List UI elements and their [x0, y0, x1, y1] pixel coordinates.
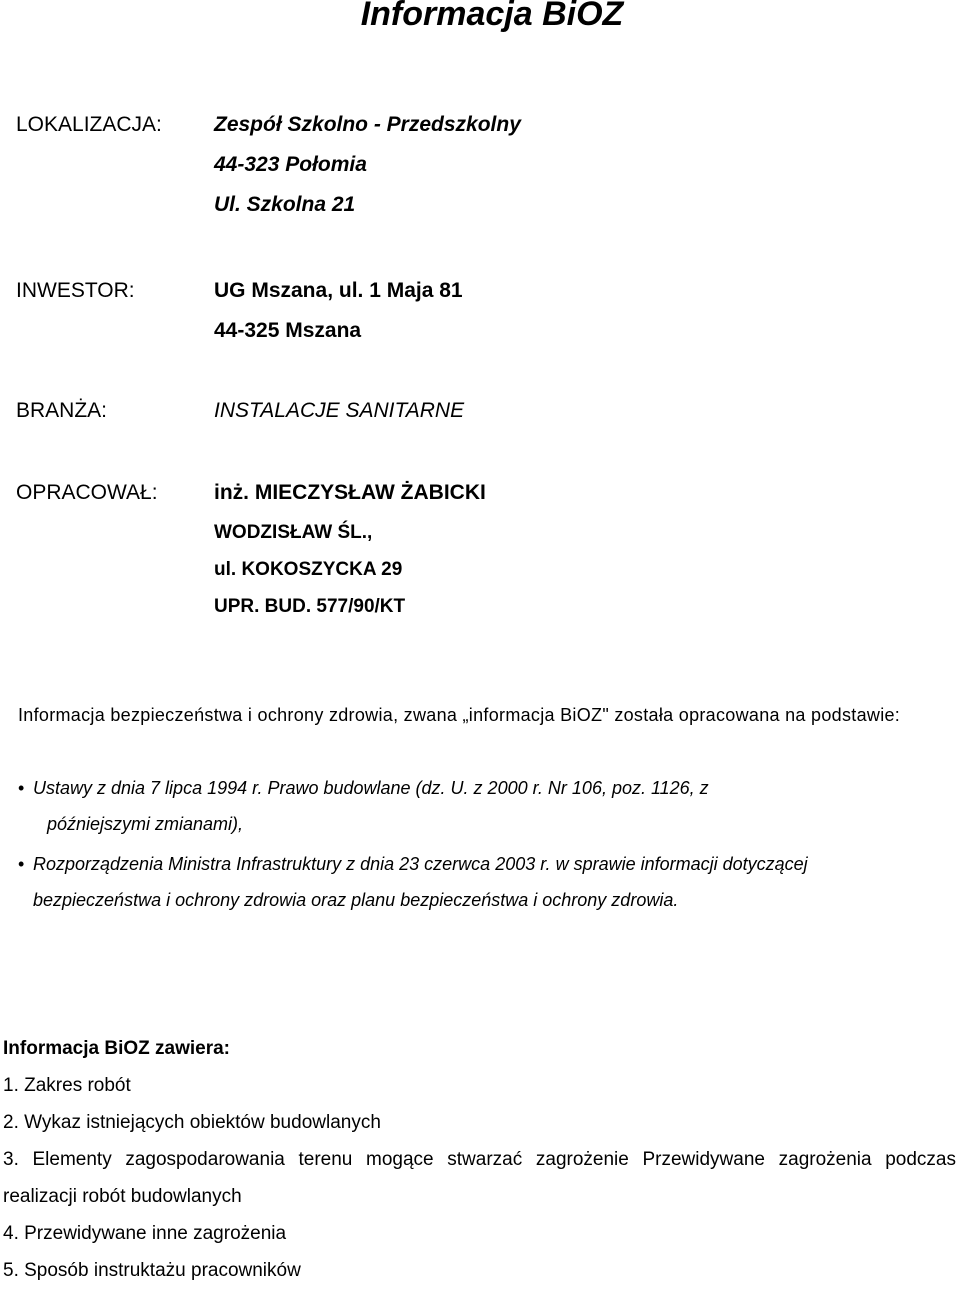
inwestor-line: UG Mszana, ul. 1 Maja 81 — [214, 279, 463, 302]
intro-paragraph: Informacja bezpieczeństwa i ochrony zdrowia, zwana „informacja BiOZ" została opracowana na podstawie: — [18, 705, 901, 725]
opracowal-line: UPR. BUD. 577/90/KT — [214, 596, 406, 617]
contents-item: 1. Zakres robót — [3, 1075, 131, 1096]
inwestor-label: INWESTOR: — [16, 279, 135, 302]
contents-item: 2. Wykaz istniejących obiektów budowlanych — [3, 1112, 381, 1133]
bullet-line: Rozporządzenia Ministra Infrastruktury z dnia 23 czerwca 2003 r. w sprawie informacji dotyczącej — [33, 854, 808, 874]
bullet-line: Ustawy z dnia 7 lipca 1994 r. Prawo budowlane (dz. U. z 2000 r. Nr 106, poz. 1126, z — [33, 778, 709, 798]
inwestor-line: 44-325 Mszana — [214, 319, 362, 342]
contents-heading: Informacja BiOZ zawiera: — [3, 1038, 231, 1059]
inwestor-values — [214, 278, 463, 358]
branza-label: BRANŻA: — [16, 399, 108, 422]
branza-value: INSTALACJE SANITARNE — [214, 399, 465, 422]
contents-section — [3, 1030, 956, 1289]
opracowal-label: OPRACOWAŁ: — [16, 481, 158, 504]
bullet-dot-icon: • — [18, 778, 25, 798]
document-title: Informacja BiOZ — [360, 0, 624, 33]
bullet-dot-icon: • — [18, 854, 25, 874]
bullet-continuation: bezpieczeństwa i ochrony zdrowia oraz planu bezpieczeństwa i ochrony zdrowia. — [33, 890, 679, 910]
opracowal-values — [214, 480, 486, 634]
lokalizacja-line: Ul. Szkolna 21 — [214, 193, 356, 216]
opracowal-line: WODZISŁAW ŚL., — [214, 522, 373, 543]
branza-values — [214, 398, 464, 438]
lokalizacja-label: LOKALIZACJA: — [16, 113, 162, 136]
contents-item: 5. Sposób instruktażu pracowników — [3, 1260, 301, 1281]
contents-item: 4. Przewidywane inne zagrożenia — [3, 1223, 287, 1244]
contents-item: 3. Elementy zagospodarowania terenu mogące stwarzać zagrożenie Przewidywane zagrożenia podczas realizacji robót budowlanych — [3, 1149, 956, 1207]
opracowal-line: ul. KOKOSZYCKA 29 — [214, 559, 403, 580]
lokalizacja-values — [214, 112, 521, 232]
lokalizacja-line: 44-323 Połomia — [214, 153, 367, 176]
lokalizacja-line: Zespół Szkolno - Przedszkolny — [214, 113, 521, 136]
opracowal-line: inż. MIECZYSŁAW ŻABICKI — [214, 481, 486, 504]
bullet-continuation: późniejszymi zmianami), — [47, 814, 244, 834]
